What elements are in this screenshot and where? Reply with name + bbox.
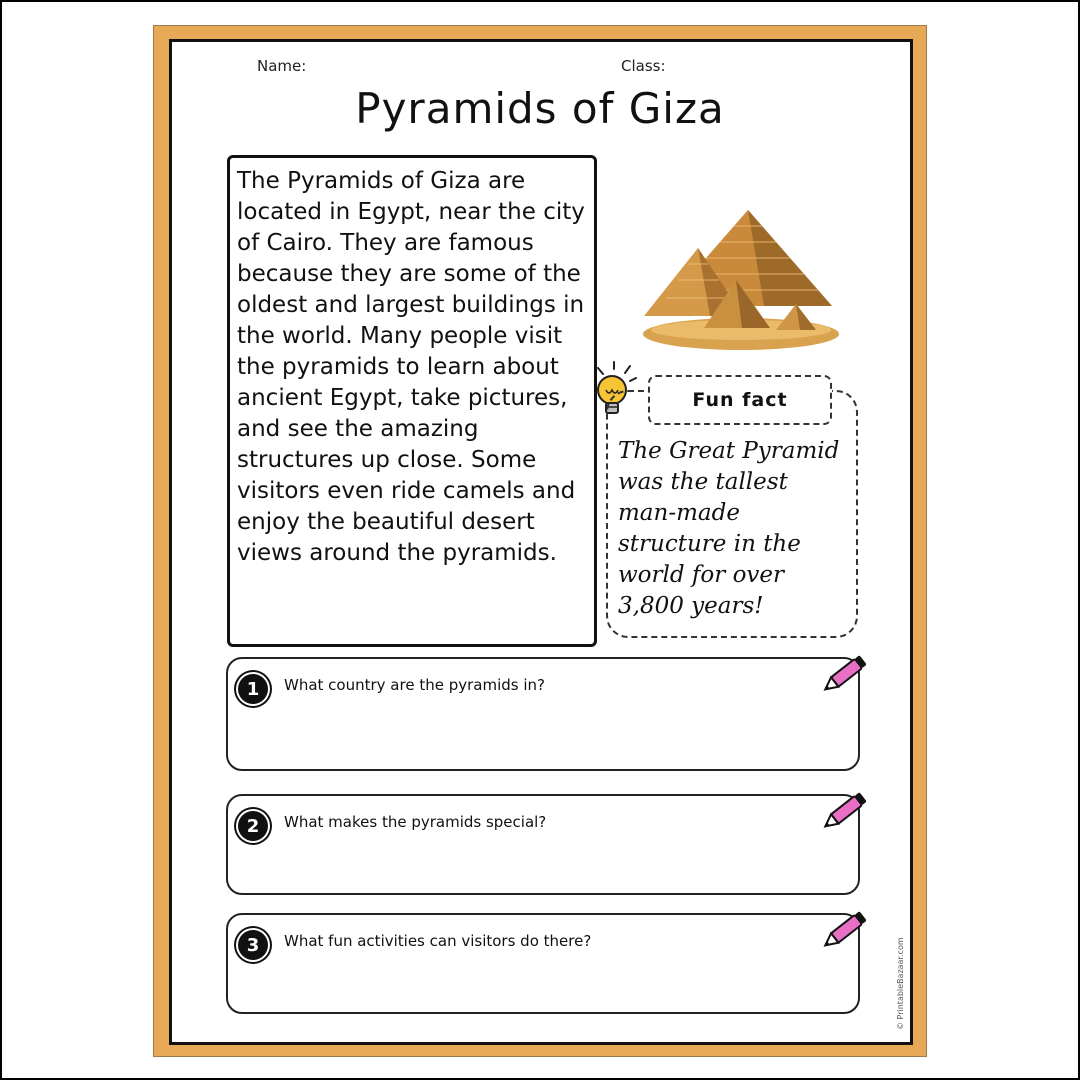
fun-fact-label: Fun fact (648, 375, 832, 425)
pyramids-illustration (636, 208, 846, 353)
question-1-answer-box[interactable] (226, 657, 860, 771)
question-number-badge: 1 (238, 674, 268, 704)
reading-passage: The Pyramids of Giza are located in Egypt, near the city of Cairo. They are famous because they are some of the oldest and largest buildings in the world. Many people visit the pyramids to learn about ancient Egypt, take pictures, and see the amazing structures up close. Some visitors even ride camels and enjoy the beautiful desert views around the pyramids. (237, 168, 585, 566)
question-1-text: What country are the pyramids in? (284, 676, 545, 694)
question-3-text: What fun activities can visitors do there? (284, 932, 592, 950)
name-label: Name: (257, 57, 307, 75)
pencil-icon (820, 788, 870, 834)
pencil-icon (820, 651, 870, 697)
reading-passage-box (227, 155, 597, 647)
pencil-icon (820, 907, 870, 953)
question-3-answer-box[interactable] (226, 913, 860, 1014)
class-label: Class: (621, 57, 666, 75)
question-2-answer-box[interactable] (226, 794, 860, 895)
question-number-badge: 2 (238, 811, 268, 841)
copyright-text: © PrintableBazaar.com (896, 937, 905, 1030)
question-number-badge: 3 (238, 930, 268, 960)
question-2-text: What makes the pyramids special? (284, 813, 547, 831)
fun-fact-text: The Great Pyramid was the tallest man-made structure in the world for over 3,800 years! (618, 438, 840, 619)
page-title: Pyramids of Giza (355, 84, 725, 133)
